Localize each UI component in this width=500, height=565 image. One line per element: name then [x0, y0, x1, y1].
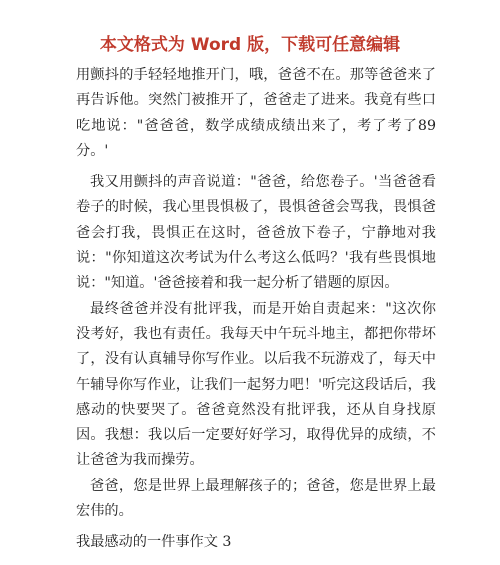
essay-title: 我最感动的一件事作文 3 — [76, 534, 232, 551]
header-title: 本文格式为 Word 版，下载可任意编辑 — [99, 35, 401, 55]
document-body — [76, 63, 436, 556]
paragraph-1: 用颤抖的手轻轻地推开门，哦，爸爸不在。那等爸爸来了再告诉他。突然门被推开了，爸爸走了进来。我竟有些口吃地说："爸爸爸，数学成绩成绩出来了，考了考了89分。' — [76, 67, 436, 159]
document-header — [0, 34, 500, 56]
paragraph-2: 我又用颤抖的声音说道："爸爸，给您卷子。'当爸爸看卷子的时候，我心里畏惧极了，畏惧爸爸会骂我，畏惧爸爸会打我，畏惧正在这时，爸爸放下卷子，宁静地对我说："你知道这次考试为什么考这么低吗？'我有些畏惧地说："知道。'爸爸接着和我一起分析了错题的原因。 — [76, 174, 436, 292]
paragraph-3: 最终爸爸并没有批评我，而是开始自责起来："这次你没考好，我也有责任。我每天中午玩斗地主，都把你带坏了，没有认真辅导你写作业。以后我不玩游戏了，每天中午辅导你写作业，让我们一起努力吧！'听完这段话后，我感动的快要哭了。爸爸竟然没有批评我，还从自身找原因。我想：我以后一定要好好学习，取得优异的成绩，不让爸爸为我而操劳。 — [76, 300, 436, 469]
paragraph-4: 爸爸，您是世界上最理解孩子的；爸爸，您是世界上最宏伟的。 — [76, 477, 436, 520]
